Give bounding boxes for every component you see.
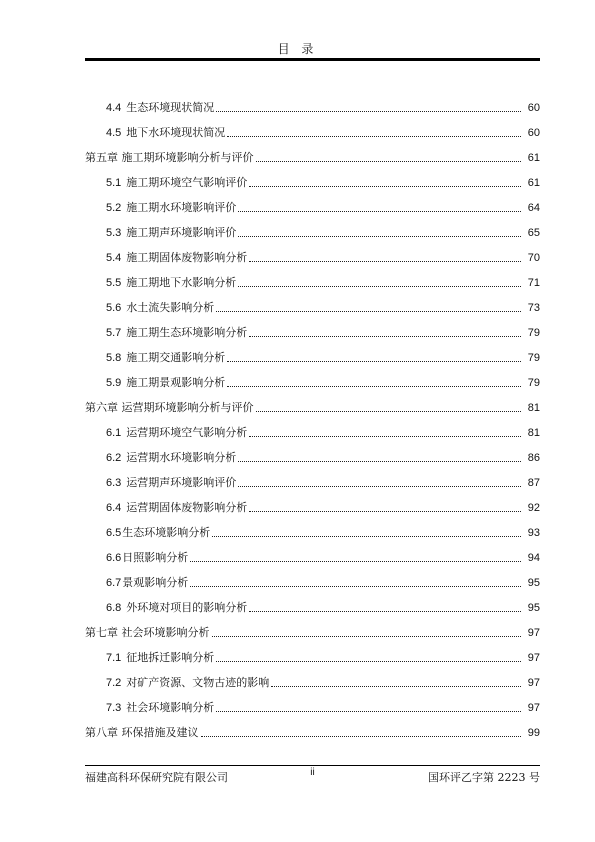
toc-entry-label	[106, 101, 214, 115]
toc-dot-leader	[238, 485, 521, 487]
toc-dot-leader	[249, 335, 521, 337]
toc-section-entry[interactable]	[106, 520, 540, 540]
toc-entry-label	[106, 351, 225, 365]
toc-page-number: 97	[527, 702, 540, 714]
toc-section-number: 5.8	[106, 352, 122, 364]
toc-entry-label	[106, 526, 210, 540]
toc-section-number: 7.3	[106, 702, 122, 714]
toc-dot-leader	[249, 260, 521, 262]
toc-section-entry[interactable]	[106, 195, 540, 215]
toc-page-number: 73	[527, 302, 540, 314]
toc-section-entry[interactable]	[106, 245, 540, 265]
toc-section-number: 6.1	[106, 427, 122, 439]
toc-page-number: 95	[527, 602, 540, 614]
toc-entry-label	[106, 651, 214, 665]
toc-entry-label	[106, 376, 225, 390]
toc-chapter-entry[interactable]	[85, 395, 540, 415]
toc-section-number: 4.5	[106, 127, 122, 139]
toc-dot-leader	[227, 135, 521, 137]
footer-divider	[85, 765, 540, 766]
toc-section-entry[interactable]	[106, 545, 540, 565]
toc-entry-label	[106, 426, 247, 440]
toc-entry-title: 生态环境现状简况	[126, 101, 215, 114]
toc-page-number: 87	[527, 477, 540, 489]
toc-section-entry[interactable]	[106, 420, 540, 440]
toc-page-number: 79	[527, 327, 540, 339]
toc-entry-title: 征地拆迁影响分析	[126, 651, 215, 664]
toc-entry-label	[106, 226, 236, 240]
toc-chapter-entry[interactable]	[85, 620, 540, 640]
toc-section-number: 5.2	[106, 202, 122, 214]
toc-section-number: 5.5	[106, 277, 122, 289]
toc-section-entry[interactable]	[106, 95, 540, 115]
toc-dot-leader	[256, 410, 522, 412]
toc-entry-title: 景观影响分析	[122, 576, 189, 589]
footer-certificate-number: 国环评乙字第 2223 号	[428, 771, 540, 784]
toc-entry-title: 运营期声环境影响评价	[126, 476, 237, 489]
toc-dot-leader	[238, 285, 521, 287]
toc-section-entry[interactable]	[106, 670, 540, 690]
toc-page-number: 97	[527, 677, 540, 689]
toc-page-number: 64	[527, 202, 540, 214]
toc-section-number: 6.4	[106, 502, 122, 514]
toc-entry-label	[106, 576, 188, 590]
toc-section-entry[interactable]	[106, 270, 540, 290]
toc-dot-leader	[271, 685, 521, 687]
toc-section-entry[interactable]	[106, 445, 540, 465]
toc-entry-label	[106, 601, 247, 615]
toc-entry-title: 第六章 运营期环境影响分析与评价	[85, 401, 254, 414]
toc-page-number: 79	[527, 377, 540, 389]
toc-dot-leader	[212, 535, 521, 537]
toc-dot-leader	[190, 560, 521, 562]
toc-entry-title: 社会环境影响分析	[126, 701, 215, 714]
toc-section-entry[interactable]	[106, 695, 540, 715]
toc-chapter-entry[interactable]	[85, 720, 540, 740]
toc-page-number: 61	[527, 152, 540, 164]
toc-page-number: 79	[527, 352, 540, 364]
toc-dot-leader	[249, 435, 521, 437]
toc-entry-label	[106, 326, 247, 340]
toc-dot-leader	[238, 210, 521, 212]
toc-dot-leader	[227, 360, 521, 362]
toc-page-number: 97	[527, 627, 540, 639]
toc-page-number: 71	[527, 277, 540, 289]
toc-dot-leader	[256, 160, 522, 162]
toc-entry-title: 地下水环境现状简况	[126, 126, 226, 139]
toc-section-entry[interactable]	[106, 645, 540, 665]
toc-entry-title: 施工期声环境影响评价	[126, 226, 237, 239]
toc-entry-title: 第七章 社会环境影响分析	[85, 626, 210, 639]
toc-entry-title: 施工期水环境影响评价	[126, 201, 237, 214]
toc-page-number: 97	[527, 652, 540, 664]
toc-section-entry[interactable]	[106, 220, 540, 240]
toc-entry-title: 对矿产资源、文物古迹的影响	[126, 676, 270, 689]
toc-entry-title: 施工期地下水影响分析	[126, 276, 237, 289]
toc-section-number: 6.5	[106, 527, 122, 539]
toc-page-number: 60	[527, 102, 540, 114]
toc-dot-leader	[238, 460, 521, 462]
toc-entry-label	[106, 201, 236, 215]
toc-section-number: 6.7	[106, 577, 122, 589]
toc-section-number: 4.4	[106, 102, 122, 114]
toc-page-number: 60	[527, 127, 540, 139]
footer-page-number: ii	[310, 767, 315, 778]
toc-section-entry[interactable]	[106, 470, 540, 490]
toc-entry-label	[106, 276, 236, 290]
toc-page-number: 95	[527, 577, 540, 589]
toc-entry-title: 生态环境影响分析	[122, 526, 211, 539]
toc-page-number: 93	[527, 527, 540, 539]
toc-section-number: 5.9	[106, 377, 122, 389]
toc-entry-label	[85, 401, 254, 415]
toc-entry-label	[106, 126, 225, 140]
toc-section-number: 6.2	[106, 452, 122, 464]
toc-entry-label	[85, 726, 199, 740]
toc-page-number: 92	[527, 502, 540, 514]
toc-entry-label	[106, 701, 214, 715]
toc-section-number: 6.6	[106, 552, 122, 564]
toc-dot-leader	[201, 735, 522, 737]
toc-section-number: 7.1	[106, 652, 122, 664]
toc-section-number: 5.4	[106, 252, 122, 264]
toc-page-number: 86	[527, 452, 540, 464]
toc-entry-label	[106, 301, 214, 315]
toc-dot-leader	[216, 710, 521, 712]
toc-dot-leader	[238, 235, 521, 237]
toc-entry-title: 第五章 施工期环境影响分析与评价	[85, 151, 254, 164]
toc-entry-title: 水土流失影响分析	[126, 301, 215, 314]
toc-entry-title: 外环境对项目的影响分析	[126, 601, 248, 614]
toc-page-number: 61	[527, 177, 540, 189]
toc-entry-title: 运营期水环境影响分析	[126, 451, 237, 464]
toc-page-number: 81	[527, 427, 540, 439]
toc-section-entry[interactable]	[106, 495, 540, 515]
toc-dot-leader	[216, 660, 521, 662]
toc-entry-title: 运营期环境空气影响分析	[126, 426, 248, 439]
toc-dot-leader	[212, 635, 522, 637]
toc-dot-leader	[249, 185, 521, 187]
toc-section-entry[interactable]	[106, 595, 540, 615]
toc-chapter-entry[interactable]	[85, 145, 540, 165]
toc-section-number: 6.3	[106, 477, 122, 489]
toc-page-number: 81	[527, 402, 540, 414]
toc-entry-title: 施工期环境空气影响评价	[126, 176, 248, 189]
toc-entry-title: 第八章 环保措施及建议	[85, 726, 199, 739]
toc-entry-label	[106, 551, 188, 565]
toc-section-entry[interactable]	[106, 570, 540, 590]
toc-section-number: 5.1	[106, 177, 122, 189]
toc-entry-label	[106, 676, 269, 690]
toc-entry-title: 施工期景观影响分析	[126, 376, 226, 389]
toc-entry-label	[106, 451, 236, 465]
toc-entry-title: 日照影响分析	[122, 551, 189, 564]
toc-section-entry[interactable]	[106, 370, 540, 390]
toc-entry-label	[85, 626, 210, 640]
toc-section-entry[interactable]	[106, 120, 540, 140]
toc-page-number: 99	[527, 727, 540, 739]
toc-dot-leader	[249, 510, 521, 512]
toc-entry-title: 施工期固体废物影响分析	[126, 251, 248, 264]
header-divider	[85, 58, 540, 61]
toc-entry-label	[106, 476, 236, 490]
footer-organization: 福建高科环保研究院有限公司	[85, 771, 228, 784]
toc-section-entry[interactable]	[106, 295, 540, 315]
toc-dot-leader	[227, 385, 521, 387]
toc-page-number: 70	[527, 252, 540, 264]
toc-page-number: 65	[527, 227, 540, 239]
toc-entry-title: 施工期生态环境影响分析	[126, 326, 248, 339]
toc-section-number: 5.6	[106, 302, 122, 314]
toc-dot-leader	[190, 585, 521, 587]
toc-section-entry[interactable]	[106, 320, 540, 340]
toc-section-number: 6.8	[106, 602, 122, 614]
toc-page-number: 94	[527, 552, 540, 564]
page-footer	[85, 769, 540, 785]
toc-entry-title: 施工期交通影响分析	[126, 351, 226, 364]
toc-section-number: 5.7	[106, 327, 122, 339]
toc-dot-leader	[216, 310, 521, 312]
toc-section-entry[interactable]	[106, 170, 540, 190]
page-title: 目 录	[277, 42, 318, 56]
toc-dot-leader	[216, 110, 521, 112]
toc-entry-title: 运营期固体废物影响分析	[126, 501, 248, 514]
toc-entry-label	[106, 176, 247, 190]
toc-section-entry[interactable]	[106, 345, 540, 365]
toc-section-number: 7.2	[106, 677, 122, 689]
toc-entry-label	[106, 501, 247, 515]
toc-entry-label	[85, 151, 254, 165]
toc-dot-leader	[249, 610, 521, 612]
toc-section-number: 5.3	[106, 227, 122, 239]
toc-entry-label	[106, 251, 247, 265]
